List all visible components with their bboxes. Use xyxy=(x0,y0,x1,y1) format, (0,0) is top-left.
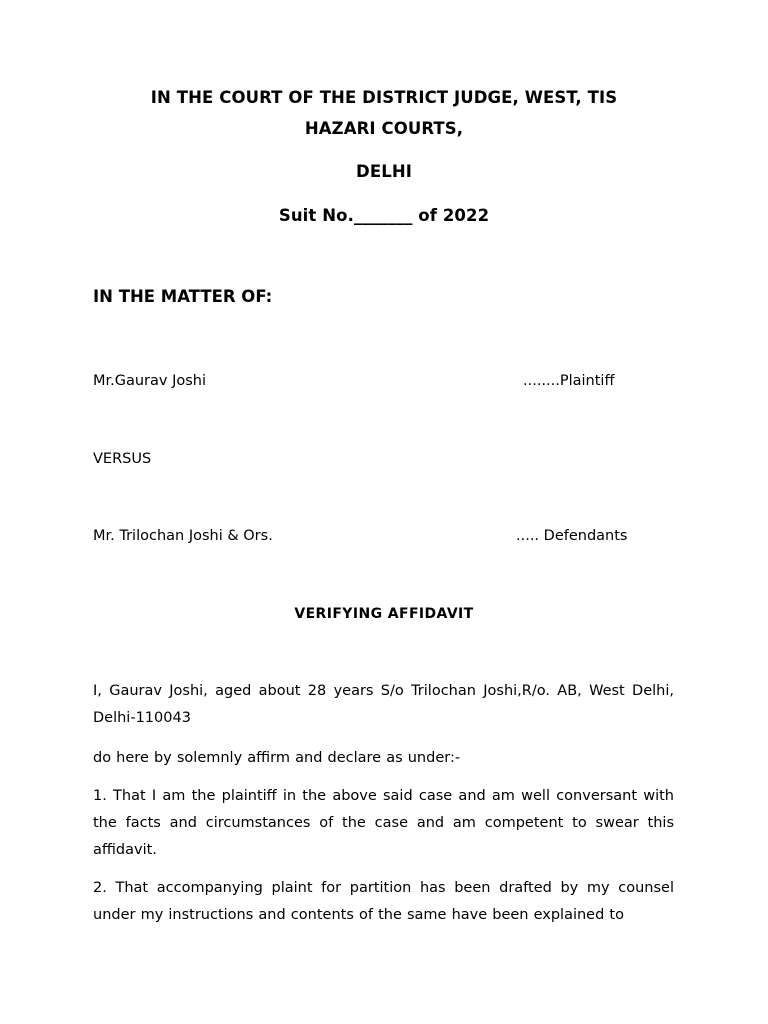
affidavit-title: VERIFYING AFFIDAVIT xyxy=(294,606,474,622)
deponent-paragraph: I, Gaurav Joshi, aged about 28 years S/o Trilochan Joshi,R/o. AB, West Delhi, Delhi-110043 xyxy=(93,683,674,726)
suit-number: Suit No._______ of 2022 xyxy=(278,206,490,225)
paragraph-2: 2. That accompanying plaint for partition has been drafted by my counsel under my instructions and contents of the same have been explained to xyxy=(93,880,674,923)
defendant-role: ..... Defendants xyxy=(516,528,628,544)
court-city: DELHI xyxy=(356,162,412,181)
plaintiff-role: ........Plaintiff xyxy=(523,373,615,389)
paragraph-1: 1. That I am the plaintiff in the above said case and am well conversant with the facts and circumstances of the case and am competent to swear this affidavit. xyxy=(93,788,674,858)
court-name-line-2: HAZARI COURTS, xyxy=(304,119,464,138)
matter-heading: IN THE MATTER OF: xyxy=(93,287,273,306)
versus-label: VERSUS xyxy=(93,451,152,467)
plaintiff-name: Mr.Gaurav Joshi xyxy=(93,373,207,389)
court-name-line-1: IN THE COURT OF THE DISTRICT JUDGE, WEST, TIS xyxy=(150,88,618,107)
declaration-paragraph: do here by solemnly affirm and declare as under:- xyxy=(93,750,461,766)
defendant-name: Mr. Trilochan Joshi & Ors. xyxy=(93,528,273,544)
